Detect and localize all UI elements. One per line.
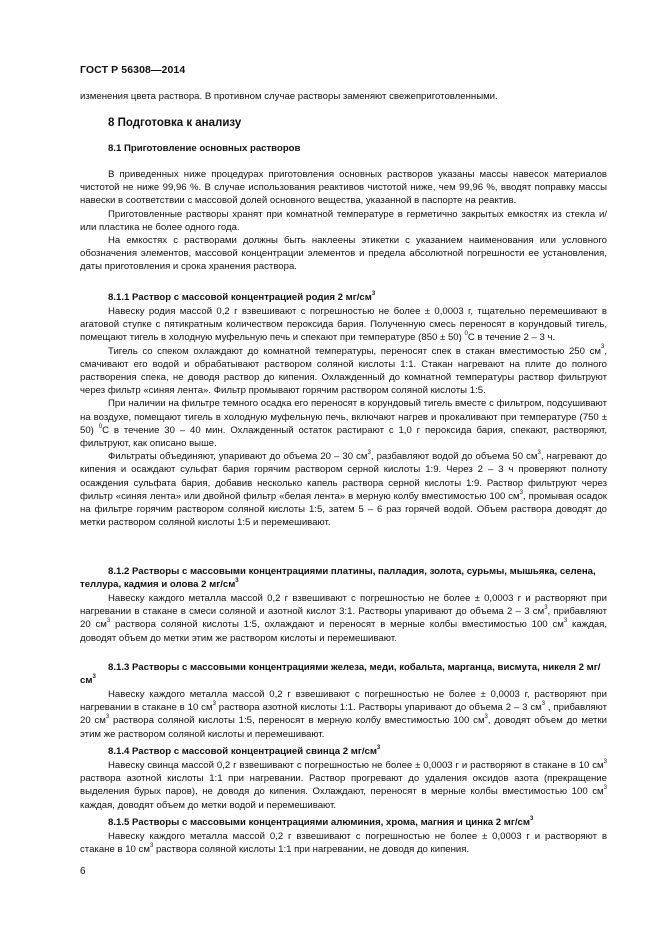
- paragraph: Приготовленные растворы хранят при комнатной температуре в герметично закрытых емкостях из стекла и/или пластика не более одного года.: [80, 208, 607, 233]
- paragraph: Навеску свинца массой 0,2 г взвешивают с погрешностью не более ± 0,0003 г и растворяют в стакане в 10 $см^3$ раствора азотной кислоты 1:1 при нагревании. Раствор прогревают до удаления оксидов азота (прекращение выделения бурых паров), не доводя до кипения. Охлаждают, переносят в мерные колбы вместимостью 100 $см^3$ каждая, доводят объем до метки водой и перемешивают.: [80, 758, 607, 811]
- heading-text: 8.1.3 Растворы с массовыми концентрациями железа, меди, кобальта, марганца, висмута, никеля 2 мг/см: [80, 662, 601, 687]
- superscript: 3: [600, 344, 605, 351]
- paragraph: Навеску родия массой 0,2 г взвешивают с погрешностью не более ± 0,0003 г, тщательно перемешивают в агатовой ступке с пятикратным количеством пероксида бария. Полученную смесь переносят в корундовый тигель, помещают тигель в холодную муфельную печь и спекают при температуре (850 ± 50) $^0$С в течение 2 – 3 ч.: [80, 306, 607, 344]
- section-8-1-1-body: [80, 305, 607, 529]
- section-8-1-title: 8.1 Приготовление основных растворов: [108, 143, 301, 154]
- heading-text: 8.1.4 Раствор с массовой концентрацией свинца 2 мг/см: [108, 746, 377, 757]
- section-8-1-3-title: [80, 661, 607, 687]
- section-8-title: 8 Подготовка к анализу: [108, 117, 242, 129]
- superscript: 3: [603, 758, 607, 765]
- section-8-1-1-title: [80, 291, 607, 304]
- superscript: 3: [484, 714, 488, 721]
- paragraph: Навеску каждого металла массой 0,2 г взвешивают с погрешностью не более ± 0,0003 г и растворяют в стакане в 10 $см^3$ раствора соляной кислоты 1:1 при нагревании, не доводя до кипения.: [80, 831, 607, 856]
- heading-text: 8.1.2 Растворы с массовыми концентрациями платины, палладия, золота, сурьмы, мышьяка, селена, теллура, кадмия и олова 2 мг/см: [80, 566, 596, 591]
- paragraph: Навеску каждого металла массой 0,2 г взвешивают с погрешностью не более ± 0,0003 г, растворяют при нагревании в стакане в 10 $см^3$ раствора азотной кислоты 1:1. Растворы упаривают до объема 2 – 3 $см^3$ , прибавляют 20 $см^3$ раствора соляной кислоты 1:5, переносят в мерную колбу вместимостью 100 $см^3$, доводят объем до метки этим же раствором соляной кислоты и перемешивают.: [80, 689, 608, 740]
- superscript: 3: [541, 701, 546, 708]
- section-8-1-4-body: [80, 759, 607, 812]
- section-8-1-5-body: [80, 830, 607, 856]
- superscript: 3: [106, 618, 111, 625]
- superscript: 3: [371, 290, 376, 297]
- superscript: 3: [376, 744, 381, 751]
- paragraph: При наличии на фильтре темного осадка его переносят в корундовый тигель вместе с фильтром, подсушивают на воздухе, помещают тигель в холодную муфельную печь, включают нагрев и прокаливают при температуре (750 ± 50) $^0$С в течение 30 – 40 мин. Охлажденный остаток растирают с 1,0 г пероксида бария, спекают, растворяют, фильтруют, как описано выше.: [80, 398, 607, 450]
- superscript: 0: [98, 423, 103, 430]
- paragraph: На емкостях с растворами должны быть наклеены этикетки с указанием наименования или условного обозначения элементов, массовой концентрации элементов и предела абсолютной погрешности ее установления, даты приготовления и срока хранения раствора.: [80, 235, 607, 273]
- section-8-1-body: [80, 168, 607, 274]
- superscript: 3: [544, 605, 548, 612]
- superscript: 3: [212, 701, 216, 708]
- superscript: 3: [235, 578, 239, 585]
- superscript: 3: [603, 785, 607, 792]
- superscript: 3: [92, 674, 96, 681]
- superscript: 3: [537, 450, 541, 457]
- heading-text: 8.1.1 Раствор с массовой концентрацией родия 2 мг/см: [108, 292, 372, 303]
- section-8-1-5-title: [80, 816, 607, 829]
- superscript: 3: [529, 815, 534, 822]
- superscript: 3: [519, 489, 523, 496]
- superscript: 3: [105, 714, 110, 721]
- paragraph: Тигель со спеком охлаждают до комнатной температуры, переносят спек в стакан вместимостью 250 $см^3$, смачивают его водой и обрабатывают раствором соляной кислоты 1:1. Стакан нагревают на плите до полного растворения спека, не доводя раствор до кипения. Охлажденный до комнатной температуры раствор фильтруют через фильтр «синяя лента». Фильтр промывают горячим раствором соляной кислоты 1:5.: [80, 344, 607, 397]
- continuation-line: изменения цвета раствора. В противном случае растворы заменяют свежеприготовленными.: [80, 91, 498, 102]
- superscript: 3: [367, 450, 371, 457]
- paragraph: В приведенных ниже процедурах приготовления основных растворов указаны массы навесок материалов чистотой не ниже 99,96 %. В случае использования реактивов чистотой ниже, чем 99,96 %, вводят поправку массы навески в соответствии с массовой долей основного вещества, указанной в паспорте на реактив.: [80, 169, 607, 207]
- section-8-1-3-body: [80, 688, 607, 741]
- section-8-1-2-title: [80, 565, 607, 591]
- superscript: 3: [149, 843, 154, 850]
- page-number: 6: [80, 866, 86, 877]
- section-8-1-2-body: [80, 592, 607, 645]
- standard-header: ГОСТ Р 56308—2014: [80, 64, 186, 76]
- superscript: 0: [464, 331, 468, 338]
- section-8-1-4-title: [80, 745, 607, 758]
- paragraph: Фильтраты объединяют, упаривают до объема 20 – 30 $см^3$, разбавляют водой до объема 50 $см^3$, нагревают до кипения и осаждают сульфат бария горячим раствором серной кислоты 1:9. Через 2 – 3 ч проверяют полноту осаждения сульфата бария, добавив несколько капель раствора серной кислоты 1:9. Раствор фильтруют через фильтр «синяя лента» или двойной фильтр «белая лента» в мерную колбу вместимостью 100 $см^3$, промывая осадок на фильтре горячим раствором соляной кислоты 1:5, затем 5 – 6 раз горячей водой. Объем раствора доводят до метки раствором соляной кислоты 1:5 и перемешивают.: [80, 450, 607, 529]
- paragraph: Навеску каждого металла массой 0,2 г взвешивают с погрешностью не более ± 0,0003 г и растворяют при нагревании в стакане в смеси соляной и азотной кислот 3:1. Растворы упаривают до объема 2 – 3 $см^3$, прибавляют 20 $см^3$ раствора соляной кислоты 1:5, охлаждают и переносят в мерные колбы вместимостью 100 $см^3$ каждая, доводят объем до метки этим же раствором кислоты и перемешивают.: [80, 593, 608, 644]
- heading-text: 8.1.5 Растворы с массовыми концентрациями алюминия, хрома, магния и цинка 2 мг/см: [108, 817, 530, 828]
- superscript: 3: [563, 618, 568, 625]
